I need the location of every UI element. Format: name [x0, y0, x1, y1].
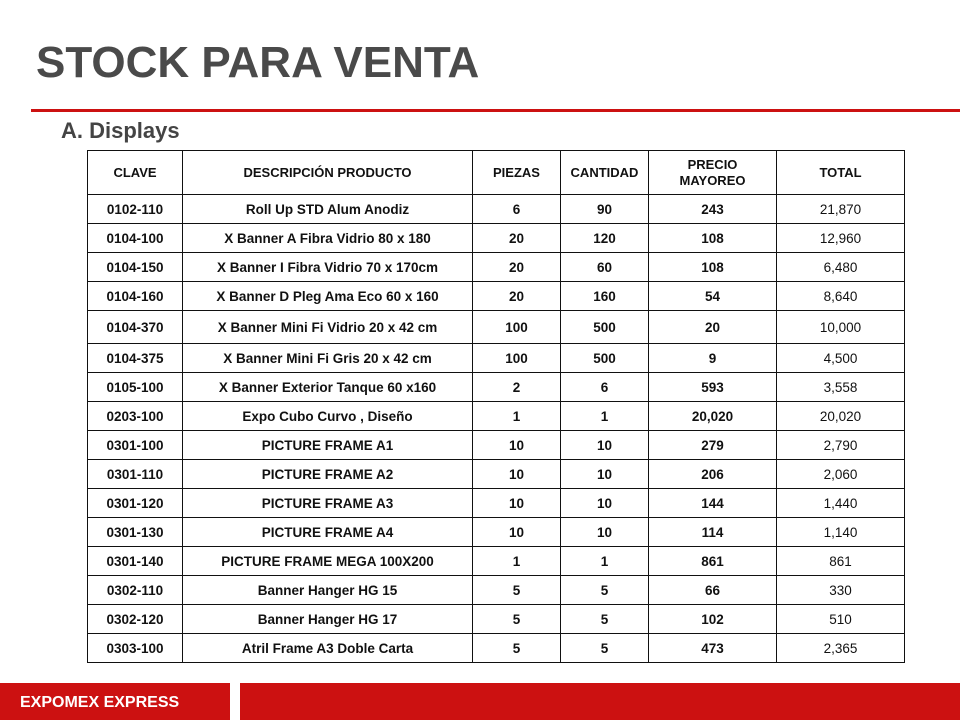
cell-total: 510 — [777, 605, 905, 634]
cell-descripcion: Banner Hanger HG 17 — [183, 605, 473, 634]
cell-cantidad: 5 — [561, 605, 649, 634]
cell-total: 861 — [777, 547, 905, 576]
cell-clave: 0102-110 — [88, 195, 183, 224]
cell-clave: 0301-100 — [88, 431, 183, 460]
table-row — [88, 195, 905, 224]
cell-clave: 0104-150 — [88, 253, 183, 282]
cell-piezas: 10 — [473, 431, 561, 460]
table-row — [88, 311, 905, 344]
cell-total: 2,790 — [777, 431, 905, 460]
table-row — [88, 282, 905, 311]
cell-clave: 0301-110 — [88, 460, 183, 489]
cell-clave: 0301-120 — [88, 489, 183, 518]
cell-piezas: 2 — [473, 373, 561, 402]
header-precio-mayoreo: PRECIO MAYOREO — [649, 151, 777, 195]
cell-cantidad: 10 — [561, 431, 649, 460]
table-row — [88, 373, 905, 402]
cell-total: 2,060 — [777, 460, 905, 489]
section-subtitle: A. Displays — [61, 118, 180, 143]
cell-cantidad: 5 — [561, 634, 649, 663]
cell-cantidad: 160 — [561, 282, 649, 311]
cell-descripcion: X Banner D Pleg Ama Eco 60 x 160 — [183, 282, 473, 311]
cell-total: 21,870 — [777, 195, 905, 224]
cell-total: 2,365 — [777, 634, 905, 663]
cell-piezas: 1 — [473, 547, 561, 576]
cell-cantidad: 500 — [561, 344, 649, 373]
table-row — [88, 431, 905, 460]
cell-cantidad: 5 — [561, 576, 649, 605]
cell-total: 1,440 — [777, 489, 905, 518]
cell-precio-mayoreo: 9 — [649, 344, 777, 373]
cell-precio-mayoreo: 108 — [649, 253, 777, 282]
cell-precio-mayoreo: 861 — [649, 547, 777, 576]
cell-clave: 0105-100 — [88, 373, 183, 402]
table-body — [88, 195, 905, 663]
cell-cantidad: 500 — [561, 311, 649, 344]
table-row — [88, 547, 905, 576]
cell-cantidad: 90 — [561, 195, 649, 224]
table-row — [88, 489, 905, 518]
table-header-row — [88, 151, 905, 195]
cell-total: 4,500 — [777, 344, 905, 373]
cell-descripcion: X Banner Mini Fi Vidrio 20 x 42 cm — [183, 311, 473, 344]
stock-table — [87, 150, 905, 663]
cell-cantidad: 1 — [561, 402, 649, 431]
cell-clave: 0104-375 — [88, 344, 183, 373]
header-total: TOTAL — [777, 151, 905, 195]
cell-cantidad: 6 — [561, 373, 649, 402]
cell-clave: 0104-160 — [88, 282, 183, 311]
cell-descripcion: PICTURE FRAME A3 — [183, 489, 473, 518]
cell-clave: 0301-130 — [88, 518, 183, 547]
table-row — [88, 344, 905, 373]
cell-cantidad: 120 — [561, 224, 649, 253]
header-descripcion: DESCRIPCIÓN PRODUCTO — [183, 151, 473, 195]
table-row — [88, 576, 905, 605]
cell-piezas: 5 — [473, 634, 561, 663]
cell-descripcion: X Banner I Fibra Vidrio 70 x 170cm — [183, 253, 473, 282]
cell-clave: 0104-370 — [88, 311, 183, 344]
cell-cantidad: 10 — [561, 460, 649, 489]
title-divider — [31, 109, 960, 112]
cell-total: 3,558 — [777, 373, 905, 402]
table-row — [88, 224, 905, 253]
cell-precio-mayoreo: 243 — [649, 195, 777, 224]
cell-precio-mayoreo: 20,020 — [649, 402, 777, 431]
cell-total: 6,480 — [777, 253, 905, 282]
table-row — [88, 253, 905, 282]
cell-clave: 0104-100 — [88, 224, 183, 253]
cell-piezas: 100 — [473, 344, 561, 373]
cell-clave: 0301-140 — [88, 547, 183, 576]
cell-descripcion: X Banner Exterior Tanque 60 x160 — [183, 373, 473, 402]
cell-cantidad: 60 — [561, 253, 649, 282]
cell-descripcion: Banner Hanger HG 15 — [183, 576, 473, 605]
cell-piezas: 5 — [473, 576, 561, 605]
cell-descripcion: Atril Frame A3 Doble Carta — [183, 634, 473, 663]
cell-descripcion: PICTURE FRAME A2 — [183, 460, 473, 489]
cell-cantidad: 10 — [561, 518, 649, 547]
cell-precio-mayoreo: 206 — [649, 460, 777, 489]
footer-accent-block — [240, 683, 960, 720]
footer-brand: EXPOMEX EXPRESS — [20, 694, 180, 711]
cell-precio-mayoreo: 279 — [649, 431, 777, 460]
cell-piezas: 100 — [473, 311, 561, 344]
cell-descripcion: X Banner Mini Fi Gris 20 x 42 cm — [183, 344, 473, 373]
cell-clave: 0302-110 — [88, 576, 183, 605]
cell-total: 330 — [777, 576, 905, 605]
table-row — [88, 634, 905, 663]
cell-piezas: 10 — [473, 489, 561, 518]
page-title: STOCK PARA VENTA — [36, 38, 480, 87]
cell-total: 20,020 — [777, 402, 905, 431]
cell-piezas: 20 — [473, 282, 561, 311]
cell-total: 12,960 — [777, 224, 905, 253]
header-piezas: PIEZAS — [473, 151, 561, 195]
cell-descripcion: Expo Cubo Curvo , Diseño — [183, 402, 473, 431]
cell-cantidad: 10 — [561, 489, 649, 518]
table-row — [88, 460, 905, 489]
cell-precio-mayoreo: 20 — [649, 311, 777, 344]
cell-precio-mayoreo: 66 — [649, 576, 777, 605]
cell-precio-mayoreo: 102 — [649, 605, 777, 634]
cell-precio-mayoreo: 593 — [649, 373, 777, 402]
cell-clave: 0303-100 — [88, 634, 183, 663]
cell-piezas: 10 — [473, 518, 561, 547]
header-clave: CLAVE — [88, 151, 183, 195]
cell-total: 10,000 — [777, 311, 905, 344]
cell-clave: 0203-100 — [88, 402, 183, 431]
footer-bar — [0, 683, 960, 720]
cell-precio-mayoreo: 144 — [649, 489, 777, 518]
cell-piezas: 20 — [473, 253, 561, 282]
cell-clave: 0302-120 — [88, 605, 183, 634]
cell-piezas: 1 — [473, 402, 561, 431]
cell-descripcion: PICTURE FRAME A1 — [183, 431, 473, 460]
cell-descripcion: PICTURE FRAME MEGA 100X200 — [183, 547, 473, 576]
cell-precio-mayoreo: 54 — [649, 282, 777, 311]
cell-descripcion: X Banner A Fibra Vidrio 80 x 180 — [183, 224, 473, 253]
cell-precio-mayoreo: 114 — [649, 518, 777, 547]
cell-descripcion: Roll Up STD Alum Anodiz — [183, 195, 473, 224]
cell-cantidad: 1 — [561, 547, 649, 576]
cell-total: 8,640 — [777, 282, 905, 311]
cell-total: 1,140 — [777, 518, 905, 547]
header-cantidad: CANTIDAD — [561, 151, 649, 195]
cell-piezas: 10 — [473, 460, 561, 489]
cell-piezas: 6 — [473, 195, 561, 224]
table-row — [88, 518, 905, 547]
table-row — [88, 605, 905, 634]
table-row — [88, 402, 905, 431]
cell-descripcion: PICTURE FRAME A4 — [183, 518, 473, 547]
cell-precio-mayoreo: 108 — [649, 224, 777, 253]
cell-piezas: 20 — [473, 224, 561, 253]
cell-precio-mayoreo: 473 — [649, 634, 777, 663]
cell-piezas: 5 — [473, 605, 561, 634]
footer-gap — [230, 683, 240, 720]
footer-brand-block — [0, 683, 230, 720]
